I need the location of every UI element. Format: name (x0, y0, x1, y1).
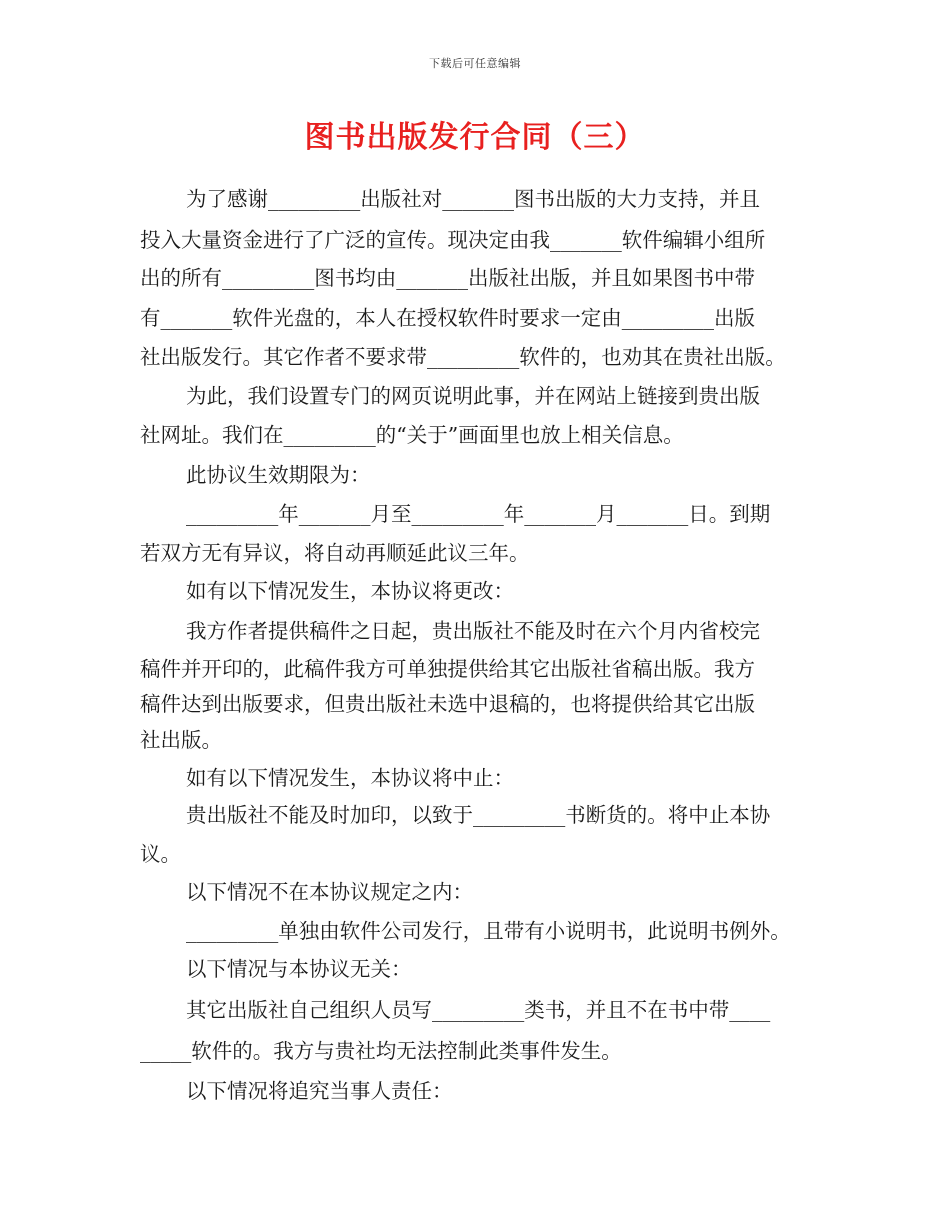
paragraph-line: _________年_______月至_________年_______月_______日。到期 (186, 502, 771, 526)
paragraph-line: 如有以下情况发生，本协议将更改： (186, 579, 514, 603)
paragraph-line: 若双方无有异议，将自动再顺延此议三年。 (140, 541, 530, 565)
paragraph-line: 稿件达到出版要求，但贵出版社未选中退稿的，也将提供给其它出版 (140, 692, 755, 716)
document-title: 图书出版发行合同（三） (304, 120, 646, 155)
paragraph-line: _________单独由软件公司发行，且带有小说明书，此说明书例外。 (186, 919, 791, 943)
paragraph-line: 投入大量资金进行了广泛的宣传。现决定由我_______软件编辑小组所 (140, 228, 766, 252)
paragraph-line: 此协议生效期限为： (186, 463, 371, 487)
paragraph-line: 为了感谢_________出版社对_______图书出版的大力支持，并且 (186, 187, 760, 211)
paragraph-line: 如有以下情况发生，本协议将中止： (186, 766, 514, 790)
paragraph-line: 我方作者提供稿件之日起，贵出版社不能及时在六个月内省校完 (186, 619, 760, 643)
paragraph-line: 以下情况将追究当事人责任： (186, 1079, 453, 1103)
paragraph-line: 社网址。我们在_________的“关于”画面里也放上相关信息。 (140, 423, 684, 447)
paragraph-line: 贵出版社不能及时加印，以致于_________书断货的。将中止本协 (186, 803, 771, 827)
paragraph-line: 社出版发行。其它作者不要求带_________软件的，也劝其在贵社出版。 (140, 345, 786, 369)
paragraph-line: 为此，我们设置专门的网页说明此事，并在网站上链接到贵出版 (186, 384, 760, 408)
paragraph-line: _____软件的。我方与贵社均无法控制此类事件发生。 (140, 1039, 622, 1063)
header-note: 下载后可任意编辑 (429, 57, 521, 70)
paragraph-line: 以下情况与本协议无关： (186, 957, 412, 981)
paragraph-line: 其它出版社自己组织人员写_________类书，并且不在书中带____ (186, 998, 771, 1022)
paragraph-line: 社出版。 (140, 728, 222, 752)
paragraph-line: 出的所有_________图书均由_______出版社出版，并且如果图书中带 (140, 266, 755, 290)
paragraph-line: 以下情况不在本协议规定之内： (186, 880, 473, 904)
paragraph-line: 有_______软件光盘的，本人在授权软件时要求一定由_________出版 (140, 306, 755, 330)
paragraph-line: 议。 (140, 842, 181, 866)
paragraph-line: 稿件并开印的，此稿件我方可单独提供给其它出版社省稿出版。我方 (140, 657, 755, 681)
